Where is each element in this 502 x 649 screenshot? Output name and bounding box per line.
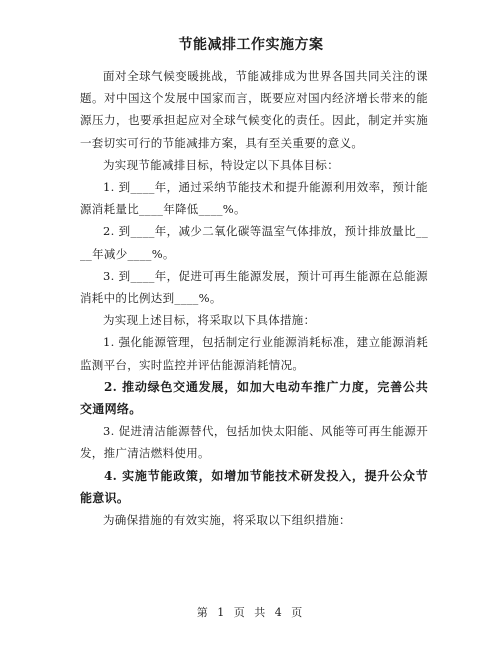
paragraph-intro: 面对全球气候变暖挑战，节能减排成为世界各国共同关注的课题。对中国这个发展中国家而言，既要应对国内经济增长带来的能源压力，也要承担起应对全球气候变化的责任。因此，制定并实施一套切实可行的节能减排方案，具有至关重要的意义。: [80, 69, 428, 150]
paragraph-measure-4: 4. 实施节能政策，如增加节能技术研发投入，提升公众节能意识。: [80, 468, 428, 505]
paragraph-goal-1: 1. 到____年，通过采纳节能技术和提升能源利用效率，预计能源消耗量比____年降低____%。: [80, 180, 428, 217]
document-body: [80, 65, 428, 531]
paragraph-measure-1: 1. 强化能源管理，包括制定行业能源消耗标准，建立能源消耗监测平台，实时监控并评估能源消耗情况。: [80, 335, 428, 372]
paragraph-goal-2: 2. 到____年，减少二氧化碳等温室气体排放，预计排放量比____年减少____%。: [80, 224, 428, 261]
paragraph-measure-2: 2. 推动绿色交通发展，如加大电动车推广力度，完善公共交通网络。: [80, 379, 428, 417]
paragraph-measures-lead: 为实现上述目标，将采取以下具体措施：: [103, 313, 316, 328]
paragraph-goals-lead: 为实现节能减排目标，特设定以下具体目标：: [103, 157, 339, 172]
document-title: 节能减排工作实施方案: [178, 37, 324, 53]
page-number: 第 1 页 共 4 页: [196, 606, 306, 619]
paragraph-goal-3: 3. 到____年，促进可再生能源发展，预计可再生能源在总能源消耗中的比例达到____%。: [80, 268, 428, 306]
paragraph-organization-lead: 为确保措施的有效实施，将采取以下组织措施：: [103, 513, 351, 528]
paragraph-measure-3: 3. 促进清洁能源替代，包括加快太阳能、风能等可再生能源开发，推广清洁燃料使用。: [80, 424, 428, 461]
